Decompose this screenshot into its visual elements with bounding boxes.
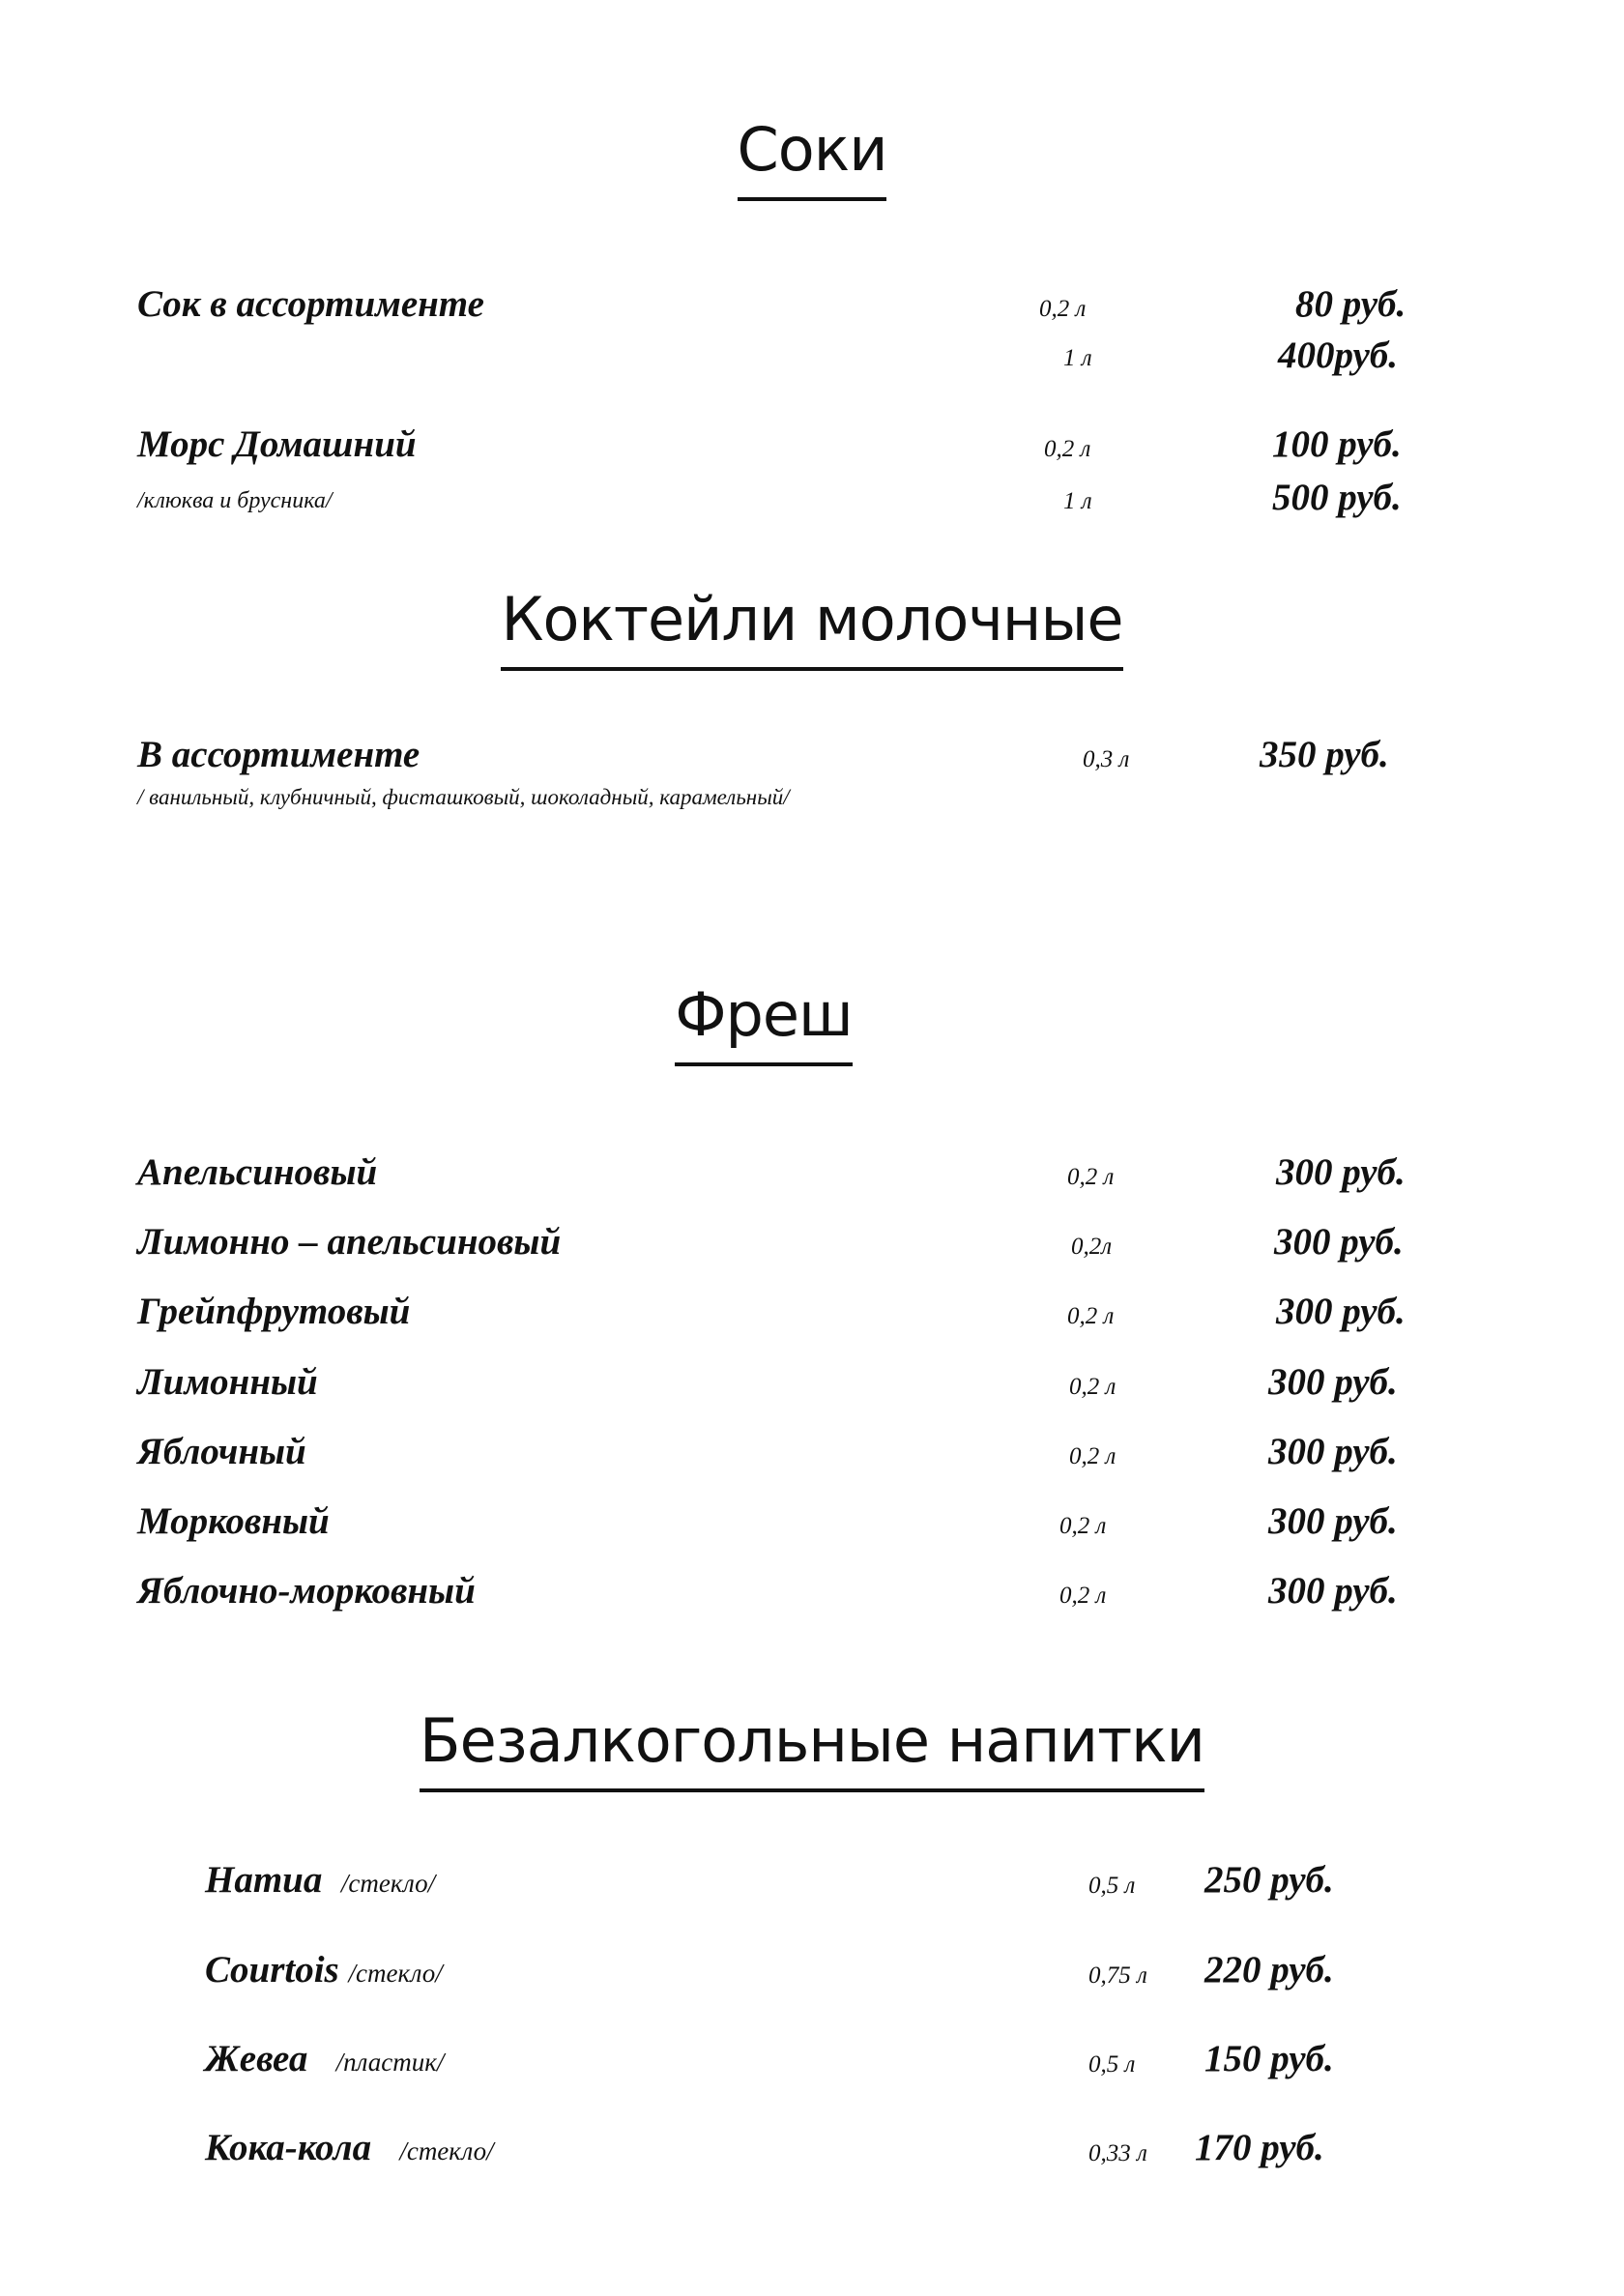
- section-title-juices: Соки: [0, 114, 1624, 201]
- menu-item-name: Морковный: [137, 1500, 330, 1542]
- menu-item-name: Морс Домашний: [137, 423, 417, 465]
- menu-item-price: 300 руб.: [1268, 1500, 1398, 1542]
- menu-item-volume: 0,2 л: [1067, 1164, 1115, 1190]
- menu-item-price: 300 руб.: [1268, 1431, 1398, 1472]
- menu-item-price: 150 руб.: [1204, 2038, 1334, 2079]
- menu-item-volume: 0,5 л: [1088, 1873, 1136, 1899]
- menu-item-name: Апельсиновый: [137, 1151, 378, 1193]
- menu-item-price: 350 руб.: [1260, 734, 1389, 775]
- menu-item-packaging: /стекло/: [399, 2136, 494, 2165]
- menu-item-volume: 0,33 л: [1088, 2140, 1147, 2166]
- menu-item-name: Сок в ассортименте: [137, 283, 484, 325]
- menu-item-name: Натиа /стекло/: [205, 1859, 436, 1901]
- menu-item-volume: 0,2 л: [1044, 436, 1091, 462]
- menu-item-name: Яблочный: [137, 1431, 306, 1472]
- menu-item-price: 400руб.: [1278, 334, 1399, 376]
- section-title-milkshakes: Коктейли молочные: [0, 584, 1624, 671]
- menu-item-volume: 0,5 л: [1088, 2051, 1136, 2078]
- menu-item-price: 300 руб.: [1268, 1570, 1398, 1612]
- menu-item-name: Яблочно-морковный: [137, 1570, 476, 1612]
- menu-item-price: 300 руб.: [1268, 1361, 1398, 1403]
- menu-item-price: 300 руб.: [1276, 1151, 1406, 1193]
- menu-item-name: Жевеа /пластик/: [205, 2038, 445, 2079]
- menu-item-volume: 0,2 л: [1039, 296, 1087, 322]
- menu-item-volume: 0,2 л: [1069, 1374, 1116, 1400]
- menu-item-price: 500 руб.: [1272, 477, 1402, 518]
- menu-item-name: Лимонно – апельсиновый: [137, 1221, 562, 1263]
- menu-item-volume: 0,2 л: [1059, 1583, 1107, 1609]
- menu-item-price: 300 руб.: [1276, 1291, 1406, 1332]
- menu-item-volume: 1 л: [1063, 345, 1092, 371]
- section-title-fresh: Фреш: [0, 979, 1624, 1066]
- menu-item-volume: 0,2 л: [1069, 1443, 1116, 1469]
- menu-item-name: В ассортименте: [137, 734, 420, 775]
- menu-item-name: Courtois /стекло/: [205, 1949, 443, 1991]
- menu-item-volume: 0,2 л: [1067, 1303, 1115, 1329]
- menu-item-price: 220 руб.: [1204, 1949, 1334, 1991]
- menu-item-price: 250 руб.: [1204, 1859, 1334, 1901]
- menu-item-name: Грейпфрутовый: [137, 1291, 411, 1332]
- menu-item-note: / ванильный, клубничный, фисташковый, шоколадный, карамельный/: [137, 785, 790, 809]
- menu-item-packaging: /пластик/: [335, 2048, 445, 2077]
- menu-item-name: Кока-кола /стекло/: [205, 2127, 494, 2168]
- menu-item-price: 100 руб.: [1272, 423, 1402, 465]
- menu-item-volume: 0,2 л: [1059, 1513, 1107, 1539]
- menu-item-packaging: /стекло/: [340, 1869, 436, 1898]
- menu-item-price: 170 руб.: [1195, 2127, 1324, 2168]
- menu-item-name: Лимонный: [137, 1361, 318, 1403]
- menu-item-volume: 0,3 л: [1083, 746, 1130, 772]
- menu-item-note: /клюква и брусника/: [137, 488, 333, 513]
- menu-item-price: 80 руб.: [1295, 283, 1406, 325]
- menu-item-volume: 0,2л: [1071, 1234, 1113, 1260]
- menu-item-volume: 0,75 л: [1088, 1962, 1147, 1989]
- menu-item-volume: 1 л: [1063, 488, 1092, 514]
- section-title-soft-drinks: Безалкогольные напитки: [0, 1705, 1624, 1792]
- menu-item-price: 300 руб.: [1274, 1221, 1404, 1263]
- menu-item-packaging: /стекло/: [348, 1959, 443, 1988]
